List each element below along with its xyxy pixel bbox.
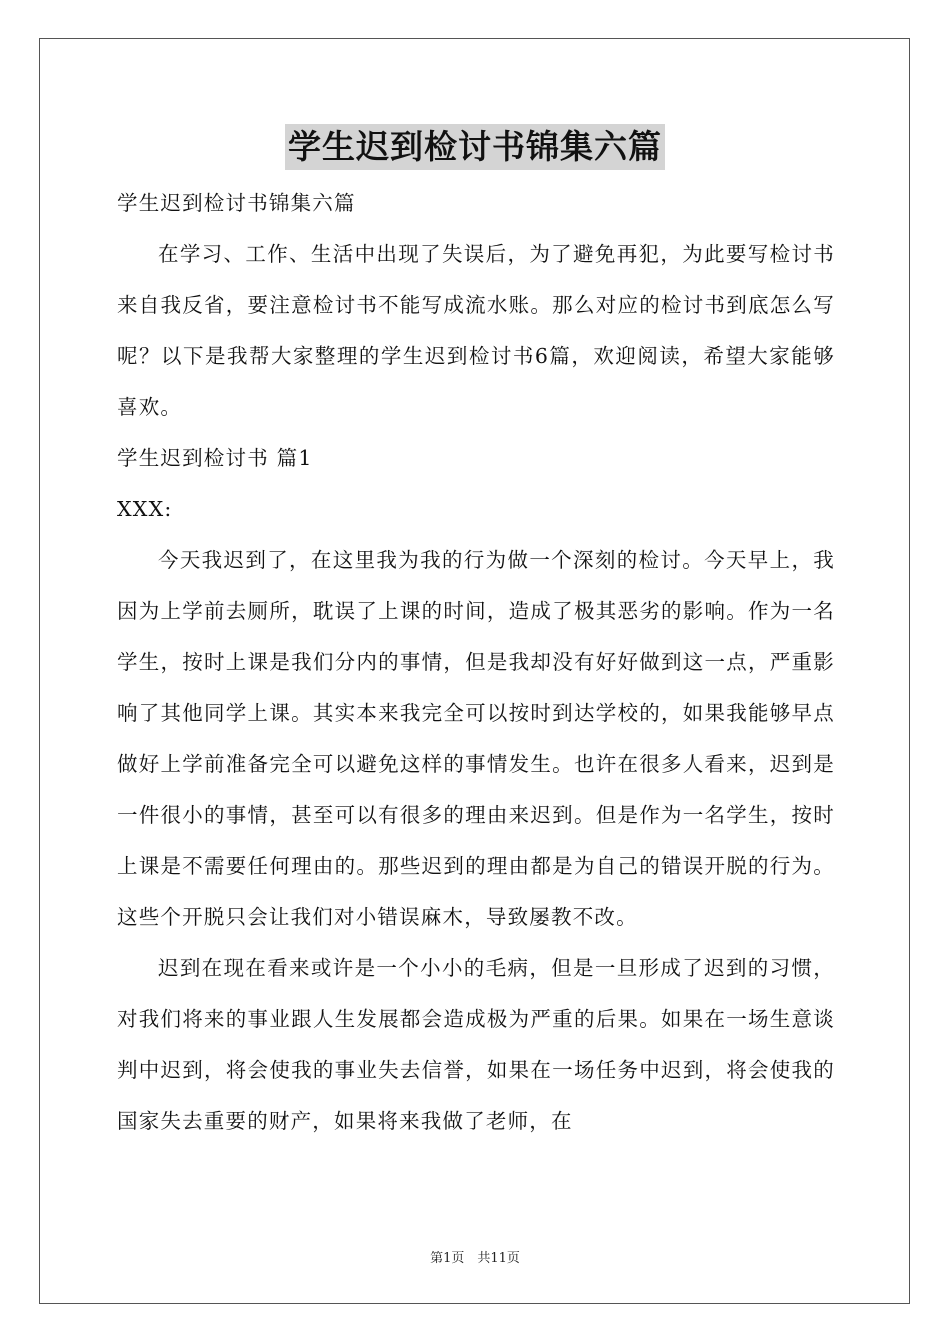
document-body — [117, 178, 835, 1147]
intro-paragraph: 在学习、工作、生活中出现了失误后，为了避免再犯，为此要写检讨书来自我反省，要注意检讨书不能写成流水账。那么对应的检讨书到底怎么写呢？以下是我帮大家整理的学生迟到检讨书6篇，欢迎阅读，希望大家能够喜欢。 — [117, 242, 835, 419]
section-heading: 学生迟到检讨书 篇1 — [117, 446, 313, 470]
salutation: XXX: — [117, 497, 173, 521]
body-paragraph-2: 迟到在现在看来或许是一个小小的毛病，但是一旦形成了迟到的习惯，对我们将来的事业跟人生发展都会造成极为严重的后果。如果在一场生意谈判中迟到，将会使我的事业失去信誉，如果在一场任务中迟到，将会使我的国家失去重要的财产，如果将来我做了老师，在 — [117, 956, 835, 1133]
document-title: 学生迟到检讨书锦集六篇 — [285, 124, 665, 170]
page-footer: 第1页 共11页 — [430, 1251, 520, 1266]
title-container — [0, 124, 950, 170]
body-paragraph-1: 今天我迟到了，在这里我为我的行为做一个深刻的检讨。今天早上，我因为上学前去厕所，耽误了上课的时间，造成了极其恶劣的影响。作为一名学生，按时上课是我们分内的事情，但是我却没有好好做到这一点，严重影响了其他同学上课。其实本来我完全可以按时到达学校的，如果我能够早点做好上学前准备完全可以避免这样的事情发生。也许在很多人看来，迟到是一件很小的事情，甚至可以有很多的理由来迟到。但是作为一名学生，按时上课是不需要任何理由的。那些迟到的理由都是为自己的错误开脱的行为。这些个开脱只会让我们对小错误麻木，导致屡教不改。 — [117, 548, 835, 929]
document-subtitle: 学生迟到检讨书锦集六篇 — [117, 191, 356, 215]
